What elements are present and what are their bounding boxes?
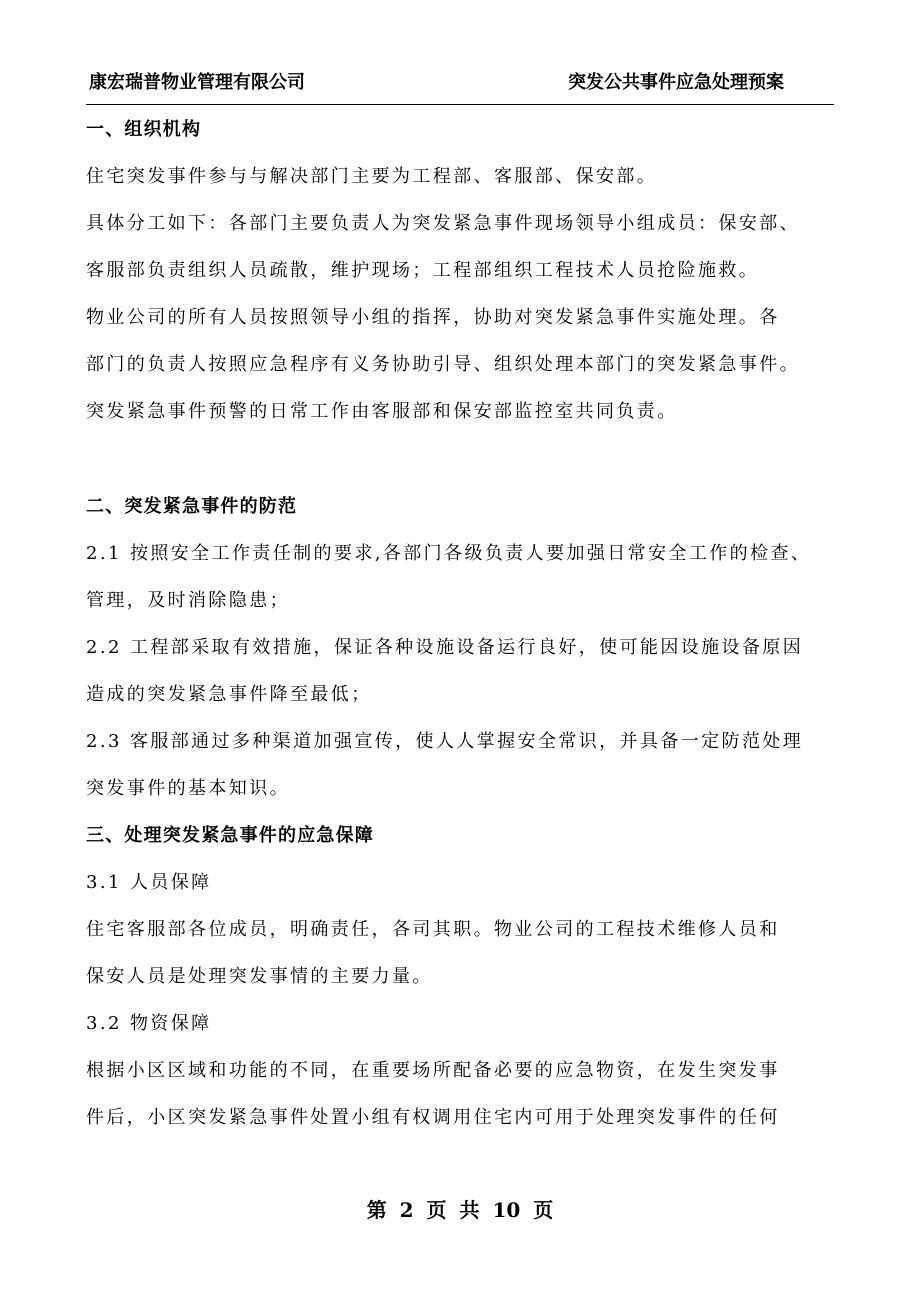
paragraph-line: 管理，及时消除隐患； [86, 590, 290, 611]
subsection-title: 3.1 人员保障 [86, 872, 212, 893]
paragraph-line: 2.3 客服部通过多种渠道加强宣传，使人人掌握安全常识，并具备一定防范处理 [86, 731, 804, 752]
paragraph-line: 突发事件的基本知识。 [86, 778, 290, 799]
subsection-title: 3.2 物资保障 [86, 1013, 212, 1034]
paragraph-line: 突发紧急事件预警的日常工作由客服部和保安部监控室共同负责。 [86, 401, 678, 422]
blank-line [86, 435, 838, 483]
section-heading: 二、突发紧急事件的防范 [86, 496, 298, 517]
footer-label-total: 共 [459, 1198, 480, 1222]
paragraph-line: 客服部负责组织人员疏散，维护现场；工程部组织工程技术人员抢险施救。 [86, 260, 760, 281]
paragraph-line: 造成的突发紧急事件降至最低； [86, 684, 372, 705]
document-body [86, 106, 838, 1141]
document-title: 突发公共事件应急处理预案 [568, 72, 784, 93]
paragraph-line: 根据小区区域和功能的不同，在重要场所配备必要的应急物资，在发生突发事 [86, 1060, 780, 1081]
footer-label-ye: 页 [426, 1198, 447, 1222]
paragraph-line: 2.1 按照安全工作责任制的要求,各部门各级负责人要加强日常安全工作的检查、 [86, 543, 812, 564]
total-pages-number: 10 [492, 1198, 521, 1222]
paragraph-line: 件后，小区突发紧急事件处置小组有权调用住宅内可用于处理突发事件的任何 [86, 1107, 780, 1128]
footer-label-ye2: 页 [533, 1198, 554, 1222]
paragraph-line: 保安人员是处理突发事情的主要力量。 [86, 966, 433, 987]
footer-label-page: 第 [366, 1198, 387, 1222]
paragraph-line: 具体分工如下：各部门主要负责人为突发紧急事件现场领导小组成员：保安部、 [86, 213, 800, 234]
company-name: 康宏瑞普物业管理有限公司 [89, 72, 305, 93]
current-page-number: 2 [399, 1198, 414, 1222]
section-heading: 三、处理突发紧急事件的应急保障 [86, 825, 374, 846]
paragraph-line: 物业公司的所有人员按照领导小组的指挥，协助对突发紧急事件实施处理。各 [86, 307, 780, 328]
page-header [86, 66, 834, 105]
section-heading: 一、组织机构 [86, 119, 202, 140]
paragraph-line: 住宅客服部各位成员，明确责任，各司其职。物业公司的工程技术维修人员和 [86, 919, 780, 940]
paragraph-line: 部门的负责人按照应急程序有义务协助引导、组织处理本部门的突发紧急事件。 [86, 354, 800, 375]
paragraph-line: 2.2 工程部采取有效措施，保证各种设施设备运行良好，使可能因设施设备原因 [86, 637, 804, 658]
paragraph-line: 住宅突发事件参与与解决部门主要为工程部、客服部、保安部。 [86, 166, 658, 187]
page-footer [0, 1194, 920, 1223]
